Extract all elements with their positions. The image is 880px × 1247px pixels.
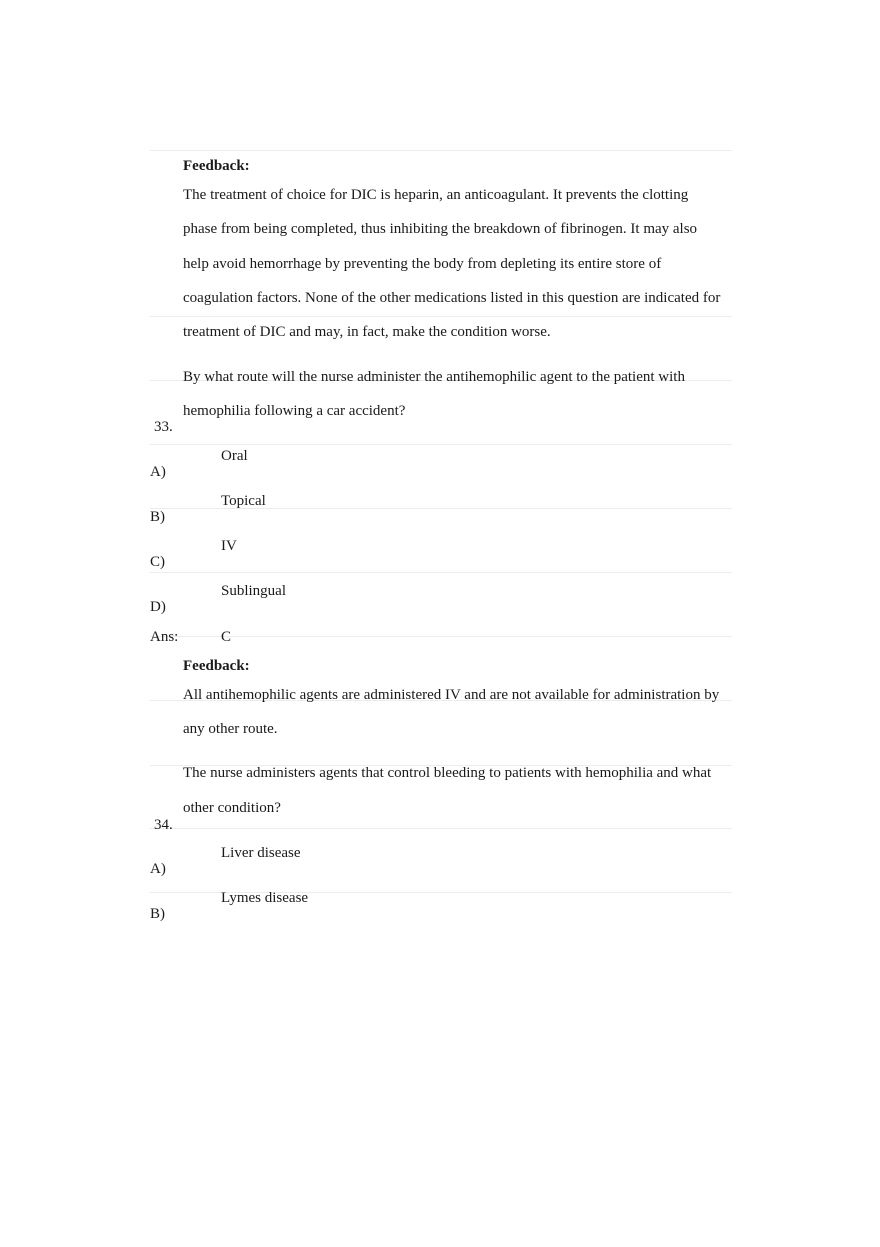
option-text: Lymes disease — [221, 890, 309, 906]
feedback-line: All antihemophilic agents are administered IV and are not available for administration by — [183, 687, 720, 703]
option-letter: D) — [150, 599, 166, 615]
answer-label: Ans: — [150, 629, 179, 645]
feedback-line: treatment of DIC and may, in fact, make the condition worse. — [183, 324, 551, 340]
option-letter: A) — [150, 464, 166, 480]
option-letter: A) — [150, 861, 166, 877]
option-text: IV — [221, 538, 237, 554]
option-text: Oral — [221, 448, 248, 464]
option-text: Topical — [221, 493, 266, 509]
question-number: 33. — [154, 419, 173, 435]
question-text-line: hemophilia following a car accident? — [183, 403, 406, 419]
question-number: 34. — [154, 817, 173, 833]
option-text: Liver disease — [221, 845, 301, 861]
feedback-line: The treatment of choice for DIC is heparin, an anticoagulant. It prevents the clotting — [183, 187, 689, 203]
feedback-line: any other route. — [183, 721, 278, 737]
divider — [150, 572, 732, 573]
feedback-line: coagulation factors. None of the other medications listed in this question are indicated for — [183, 290, 721, 306]
feedback-line: phase from being completed, thus inhibiting the breakdown of fibrinogen. It may also — [183, 221, 698, 237]
divider — [150, 150, 732, 151]
feedback-label: Feedback: — [183, 658, 250, 674]
divider — [150, 444, 732, 445]
question-text-line: By what route will the nurse administer the antihemophilic agent to the patient with — [183, 369, 685, 385]
feedback-line: help avoid hemorrhage by preventing the body from depleting its entire store of — [183, 256, 662, 272]
option-letter: C) — [150, 554, 165, 570]
divider — [150, 316, 732, 317]
option-letter: B) — [150, 906, 165, 922]
option-letter: B) — [150, 509, 165, 525]
question-text-line: The nurse administers agents that control bleeding to patients with hemophilia and what — [183, 765, 712, 781]
answer-value: C — [221, 629, 232, 645]
feedback-label: Feedback: — [183, 158, 250, 174]
divider — [150, 828, 732, 829]
divider — [150, 636, 732, 637]
option-text: Sublingual — [221, 583, 287, 599]
question-text-line: other condition? — [183, 800, 281, 816]
